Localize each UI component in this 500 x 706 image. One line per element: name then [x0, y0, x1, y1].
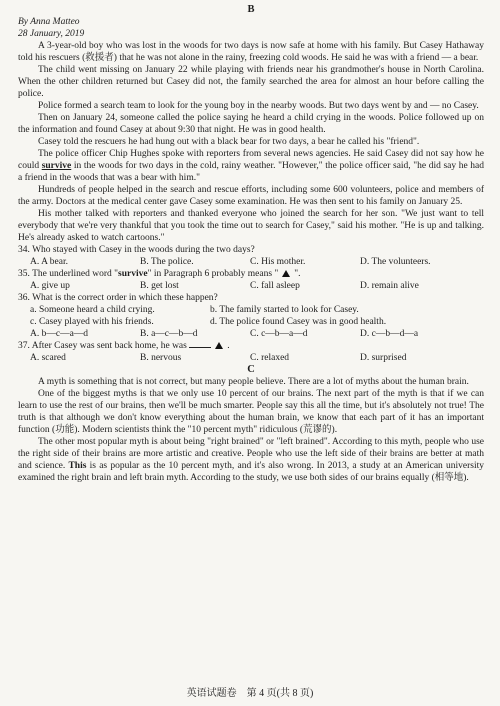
q35-option-c[interactable]: C. fall asleep: [250, 281, 300, 291]
c-paragraph-2: One of the biggest myths is that we only use 10 percent of our brains. The next part of the myth is that if we can learn to use the rest of our brains, then we'll be much smarter. People say this all the time, but it's absolutely not true! The truth is that although we don't know everything about the human brain, we know that each part of it has an important function (功能). Modern scientists think the "10 percent myth" ridiculous (荒谬的).: [18, 389, 484, 435]
q36-options: [18, 328, 484, 340]
q37-option-c[interactable]: C. relaxed: [250, 353, 290, 363]
section-c-title: C: [247, 364, 255, 375]
para6-after: in the woods for two days in the cold, rainy weather. "However," the police officer said, "he did say he had a friend in the woods that was a bear with him.": [18, 161, 484, 183]
answer-triangle-icon: [215, 342, 223, 349]
q37-option-a[interactable]: A. scared: [30, 353, 66, 363]
q35-option-a[interactable]: A. give up: [30, 281, 70, 291]
page-footer: 英语试题卷 第 4 页(共 8 页): [186, 688, 314, 699]
c-paragraph-3: [18, 436, 484, 484]
q35-pre: 35. The underlined word ": [18, 269, 119, 279]
answer-triangle-icon: [282, 270, 290, 277]
survive-word: survive: [41, 161, 72, 171]
q35-post: ".: [294, 269, 301, 279]
q35-mid: " in Paragraph 6 probably means ": [147, 269, 279, 279]
paragraph-3: Police formed a search team to look for the young boy in the nearby woods. But two days went by and — no Casey.: [38, 101, 479, 111]
paragraph-4: Then on January 24, someone called the police saying he heard a child crying in the woods. Police followed up on the information and found Casey at about 9:30 that night. He was in good health.: [18, 113, 484, 135]
q34-option-b[interactable]: B. The police.: [140, 257, 194, 267]
c-p3-this: This: [68, 461, 87, 471]
q36-event-c: c. Casey played with his friends.: [30, 317, 154, 327]
q36-option-b[interactable]: B. a—c—b—d: [140, 329, 198, 339]
paragraph-2: The child went missing on January 22 while playing with friends near his grandmother's house in North Carolina. When the other children returned but Casey did not, the family searched the area for almost an hour before calling the police.: [18, 65, 484, 99]
q35-option-d[interactable]: D. remain alive: [360, 281, 419, 291]
question-35: [18, 268, 484, 280]
q36-event-d: d. The police found Casey was in good health.: [210, 317, 387, 327]
answer-blank[interactable]: [189, 347, 211, 348]
q35-options: [18, 280, 484, 292]
q36-event-b: b. The family started to look for Casey.: [210, 305, 359, 315]
question-37: 37. After Casey was sent back home, he was .: [18, 341, 230, 351]
exam-page: [18, 4, 484, 484]
q36-option-d[interactable]: D. c—b—d—a: [360, 329, 419, 339]
q37-option-b[interactable]: B. nervous: [140, 353, 182, 363]
q35-option-b[interactable]: B. get lost: [140, 281, 179, 291]
q34-option-c[interactable]: C. His mother.: [250, 257, 306, 267]
question-36: 36. What is the correct order in which these happen?: [18, 293, 218, 303]
paragraph-6: [18, 148, 484, 184]
q34-option-a[interactable]: A. A bear.: [30, 257, 68, 267]
q36-events-row2: [18, 316, 484, 328]
q37-options: [18, 352, 484, 364]
date: 28 January, 2019: [18, 29, 85, 39]
c-p3-before: The other most popular myth is about being "right brained" or "left brained". According to this myth, people who use the right side of their brains are more artistic and creative. People who use the left side of their brains are better at math and science.: [18, 437, 484, 471]
q36-option-a[interactable]: A. b—c—a—d: [30, 329, 89, 339]
q34-options: [18, 256, 484, 268]
paragraph-7: Hundreds of people helped in the search and rescue efforts, including some 600 volunteers, police and members of the army. Doctors at the medical center gave Casey some examination. He was then sent to his family on January 25.: [18, 185, 484, 207]
section-b-title: B: [247, 4, 255, 15]
paragraph-5: Casey told the rescuers he had hung out with a black bear for two days, a bear he called his "friend".: [38, 137, 420, 147]
author: By Anna Matteo: [18, 17, 80, 27]
q34-option-d[interactable]: D. The volunteers.: [360, 257, 431, 267]
paragraph-1: A 3-year-old boy who was lost in the woods for two days is now safe at home with his family. But Casey Hathaway told his rescuers (救援者) that he was not alone in the rainy, freezing cold woods. He said he was with a friend — a bear.: [18, 41, 484, 63]
c-p3-after: is as popular as the 10 percent myth, and it's also wrong. In 2013, a study at an American university examined the right brain and left brain myth. According to the study, we use both sides of our brains equally (相等地).: [18, 461, 484, 483]
q36-events-row1: [18, 304, 484, 316]
q36-event-a: a. Someone heard a child crying.: [30, 305, 155, 315]
q37-option-d[interactable]: D. surprised: [360, 353, 407, 363]
question-34: 34. Who stayed with Casey in the woods during the two days?: [18, 245, 255, 255]
q37-stem: 37. After Casey was sent back home, he was: [18, 341, 187, 351]
q36-option-c[interactable]: C. c—b—a—d: [250, 329, 308, 339]
c-paragraph-1: A myth is something that is not correct, but many people believe. There are a lot of myths about the human brain.: [38, 377, 469, 387]
para6-before: The police officer Chip Hughes spoke with reporters from several news agencies. He said Casey did not say how he could: [18, 149, 484, 171]
q35-word: survive: [118, 269, 148, 279]
paragraph-8: His mother talked with reporters and thanked everyone who joined the search for her son. "We just want to tell everybody that we're very thankful that you took the time out to search for Casey," said his mother. "He is up and talking. He's already asked to watch cartoons.": [18, 209, 484, 243]
